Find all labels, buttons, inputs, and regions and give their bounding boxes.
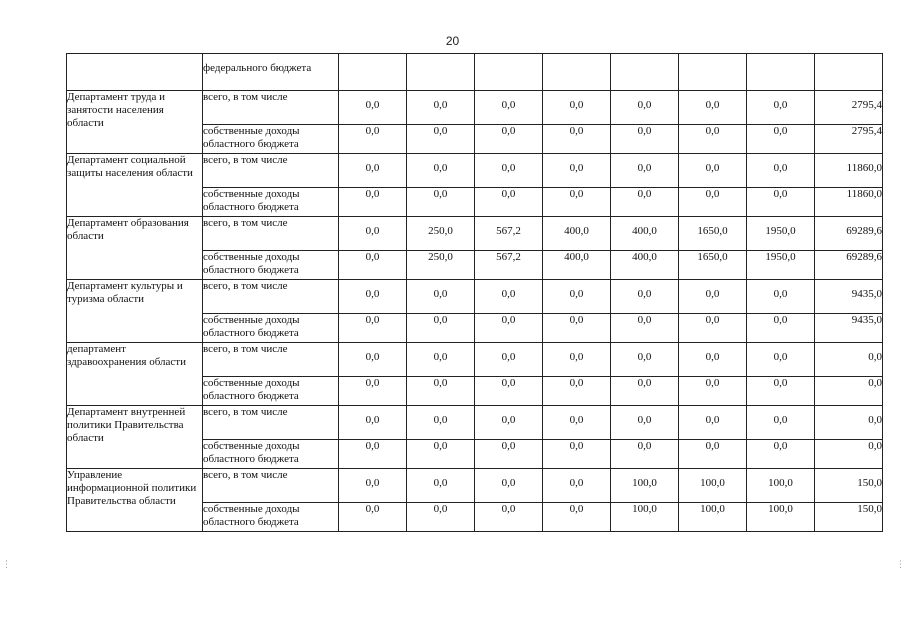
department-name: Департамент труда и занятости населения области [67, 91, 203, 154]
value-cell: 0,0 [543, 125, 611, 154]
value-cell: 0,0 [407, 91, 475, 125]
table-header-row [67, 54, 883, 91]
value-cell: 0,0 [747, 343, 815, 377]
header-value-cell [339, 54, 407, 91]
value-cell: 0,0 [679, 377, 747, 406]
value-cell: 0,0 [475, 154, 543, 188]
value-cell: 0,0 [679, 314, 747, 343]
table-row [67, 406, 883, 440]
value-cell: 0,0 [475, 91, 543, 125]
value-cell: 0,0 [815, 440, 883, 469]
value-cell: 0,0 [543, 314, 611, 343]
value-cell: 0,0 [679, 280, 747, 314]
value-cell: 0,0 [407, 503, 475, 532]
value-cell: 0,0 [679, 91, 747, 125]
funding-type: всего, в том числе [203, 154, 339, 188]
value-cell: 0,0 [407, 280, 475, 314]
value-cell: 0,0 [339, 251, 407, 280]
scan-edge-mark-left: ⋮ [2, 560, 11, 570]
value-cell: 0,0 [475, 280, 543, 314]
department-name: департамент здравоохранения области [67, 343, 203, 406]
value-cell: 0,0 [611, 125, 679, 154]
value-cell: 1650,0 [679, 251, 747, 280]
value-cell: 0,0 [339, 188, 407, 217]
funding-type: собственные доходы областного бюджета [203, 188, 339, 217]
value-cell: 0,0 [815, 343, 883, 377]
value-cell: 0,0 [339, 469, 407, 503]
value-cell: 100,0 [679, 469, 747, 503]
header-value-cell [543, 54, 611, 91]
value-cell: 0,0 [611, 343, 679, 377]
header-value-cell [815, 54, 883, 91]
table-row [67, 154, 883, 188]
value-cell: 0,0 [407, 125, 475, 154]
value-cell: 0,0 [543, 343, 611, 377]
value-cell: 1950,0 [747, 251, 815, 280]
table-row [67, 217, 883, 251]
value-cell: 0,0 [679, 125, 747, 154]
value-cell: 0,0 [475, 125, 543, 154]
value-cell: 0,0 [543, 503, 611, 532]
value-cell: 0,0 [407, 406, 475, 440]
value-cell: 0,0 [543, 469, 611, 503]
value-cell: 1950,0 [747, 217, 815, 251]
table-row [67, 91, 883, 125]
department-name: Департамент культуры и туризма области [67, 280, 203, 343]
value-cell: 0,0 [475, 188, 543, 217]
value-cell: 0,0 [339, 314, 407, 343]
value-cell: 0,0 [475, 406, 543, 440]
value-cell: 0,0 [543, 406, 611, 440]
value-cell: 0,0 [339, 125, 407, 154]
value-cell: 0,0 [611, 440, 679, 469]
funding-type: собственные доходы областного бюджета [203, 314, 339, 343]
department-name: Департамент социальной защиты населения области [67, 154, 203, 217]
header-value-cell [407, 54, 475, 91]
funding-type: всего, в том числе [203, 91, 339, 125]
funding-type: всего, в том числе [203, 217, 339, 251]
funding-type: собственные доходы областного бюджета [203, 125, 339, 154]
value-cell: 0,0 [339, 280, 407, 314]
value-cell: 9435,0 [815, 280, 883, 314]
value-cell: 0,0 [747, 91, 815, 125]
value-cell: 0,0 [339, 377, 407, 406]
value-cell: 100,0 [747, 469, 815, 503]
value-cell: 250,0 [407, 251, 475, 280]
value-cell: 567,2 [475, 251, 543, 280]
value-cell: 0,0 [475, 343, 543, 377]
value-cell: 0,0 [339, 154, 407, 188]
value-cell: 0,0 [747, 125, 815, 154]
value-cell: 0,0 [747, 440, 815, 469]
value-cell: 0,0 [611, 91, 679, 125]
value-cell: 400,0 [543, 251, 611, 280]
value-cell: 0,0 [475, 440, 543, 469]
value-cell: 0,0 [543, 154, 611, 188]
value-cell: 0,0 [475, 377, 543, 406]
value-cell: 2795,4 [815, 125, 883, 154]
value-cell: 0,0 [679, 440, 747, 469]
value-cell: 0,0 [407, 469, 475, 503]
value-cell: 0,0 [679, 343, 747, 377]
value-cell: 0,0 [475, 469, 543, 503]
value-cell: 100,0 [679, 503, 747, 532]
value-cell: 400,0 [543, 217, 611, 251]
funding-type: собственные доходы областного бюджета [203, 251, 339, 280]
funding-type: всего, в том числе [203, 469, 339, 503]
value-cell: 0,0 [339, 217, 407, 251]
table-row [67, 343, 883, 377]
value-cell: 0,0 [611, 188, 679, 217]
value-cell: 0,0 [611, 280, 679, 314]
value-cell: 0,0 [407, 314, 475, 343]
table-row [67, 469, 883, 503]
value-cell: 0,0 [747, 188, 815, 217]
value-cell: 0,0 [543, 91, 611, 125]
funding-type: собственные доходы областного бюджета [203, 503, 339, 532]
header-dept-cell [67, 54, 203, 91]
value-cell: 0,0 [407, 343, 475, 377]
budget-table [66, 53, 883, 532]
value-cell: 0,0 [339, 91, 407, 125]
value-cell: 0,0 [543, 188, 611, 217]
value-cell: 0,0 [747, 280, 815, 314]
value-cell: 0,0 [339, 406, 407, 440]
value-cell: 0,0 [407, 188, 475, 217]
value-cell: 0,0 [679, 154, 747, 188]
value-cell: 0,0 [543, 377, 611, 406]
value-cell: 0,0 [475, 314, 543, 343]
scan-edge-mark-right: ⋮ [896, 560, 905, 570]
value-cell: 0,0 [543, 440, 611, 469]
value-cell: 100,0 [747, 503, 815, 532]
value-cell: 0,0 [815, 406, 883, 440]
value-cell: 0,0 [339, 503, 407, 532]
value-cell: 567,2 [475, 217, 543, 251]
department-name: Департамент образования области [67, 217, 203, 280]
header-kind-cell: федерального бюджета [203, 54, 339, 91]
funding-type: собственные доходы областного бюджета [203, 440, 339, 469]
value-cell: 0,0 [611, 154, 679, 188]
value-cell: 69289,6 [815, 251, 883, 280]
value-cell: 0,0 [815, 377, 883, 406]
value-cell: 0,0 [407, 154, 475, 188]
value-cell: 11860,0 [815, 154, 883, 188]
department-name: Управление информационной политики Правительства области [67, 469, 203, 532]
page-number: 20 [445, 34, 460, 48]
value-cell: 1650,0 [679, 217, 747, 251]
value-cell: 0,0 [747, 406, 815, 440]
value-cell: 0,0 [611, 406, 679, 440]
value-cell: 9435,0 [815, 314, 883, 343]
value-cell: 0,0 [747, 377, 815, 406]
value-cell: 0,0 [679, 406, 747, 440]
value-cell: 0,0 [679, 188, 747, 217]
value-cell: 150,0 [815, 469, 883, 503]
funding-type: всего, в том числе [203, 280, 339, 314]
value-cell: 0,0 [475, 503, 543, 532]
value-cell: 0,0 [747, 314, 815, 343]
value-cell: 0,0 [339, 440, 407, 469]
header-value-cell [475, 54, 543, 91]
value-cell: 0,0 [339, 343, 407, 377]
funding-type: всего, в том числе [203, 406, 339, 440]
header-value-cell [747, 54, 815, 91]
department-name: Департамент внутренней политики Правительства области [67, 406, 203, 469]
value-cell: 0,0 [543, 280, 611, 314]
value-cell: 150,0 [815, 503, 883, 532]
value-cell: 69289,6 [815, 217, 883, 251]
value-cell: 0,0 [747, 154, 815, 188]
value-cell: 2795,4 [815, 91, 883, 125]
value-cell: 250,0 [407, 217, 475, 251]
value-cell: 0,0 [611, 377, 679, 406]
value-cell: 100,0 [611, 503, 679, 532]
funding-type: собственные доходы областного бюджета [203, 377, 339, 406]
value-cell: 11860,0 [815, 188, 883, 217]
value-cell: 0,0 [407, 377, 475, 406]
header-value-cell [679, 54, 747, 91]
value-cell: 0,0 [611, 314, 679, 343]
value-cell: 100,0 [611, 469, 679, 503]
table-row [67, 280, 883, 314]
value-cell: 0,0 [407, 440, 475, 469]
funding-type: всего, в том числе [203, 343, 339, 377]
header-value-cell [611, 54, 679, 91]
value-cell: 400,0 [611, 217, 679, 251]
value-cell: 400,0 [611, 251, 679, 280]
